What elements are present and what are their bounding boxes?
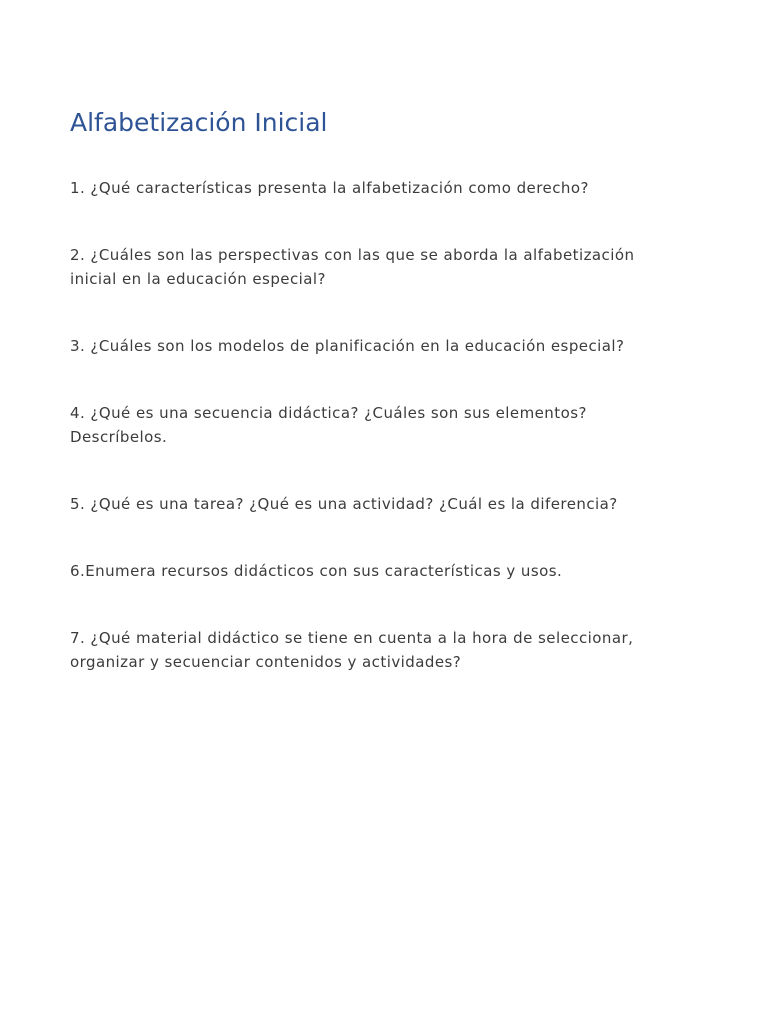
question-item: 1. ¿Qué características presenta la alfabetización como derecho? bbox=[70, 179, 589, 197]
document-page bbox=[70, 106, 670, 674]
question-item: 7. ¿Qué material didáctico se tiene en cuenta a la hora de seleccionar, organizar y secuenciar contenidos y actividades? bbox=[70, 629, 634, 671]
question-item: 2. ¿Cuáles son las perspectivas con las que se aborda la alfabetización inicial en la educación especial? bbox=[70, 246, 635, 288]
question-list bbox=[70, 176, 670, 674]
question-item: 6.Enumera recursos didácticos con sus características y usos. bbox=[70, 562, 563, 580]
document-title: Alfabetización Inicial bbox=[70, 108, 328, 137]
question-item: 5. ¿Qué es una tarea? ¿Qué es una actividad? ¿Cuál es la diferencia? bbox=[70, 495, 618, 513]
question-item: 4. ¿Qué es una secuencia didáctica? ¿Cuáles son sus elementos? Descríbelos. bbox=[70, 404, 587, 446]
question-item: 3. ¿Cuáles son los modelos de planificación en la educación especial? bbox=[70, 337, 625, 355]
